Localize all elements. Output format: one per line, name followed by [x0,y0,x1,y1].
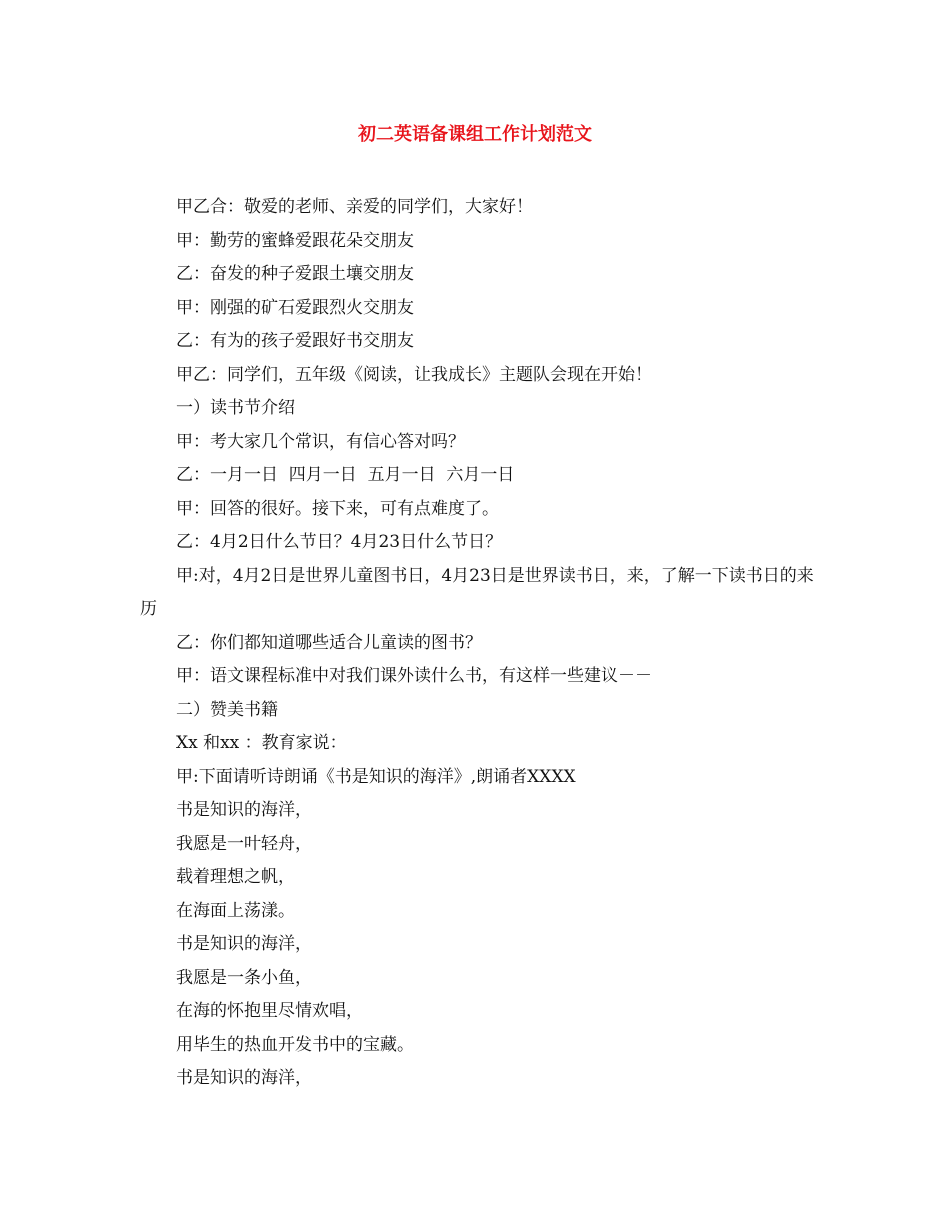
poem-line-7: 在海的怀抱里尽情欢唱， [176,1001,363,1021]
paragraph-11: 乙：4月2日什么节日？4月23日什么节日？ [176,532,503,552]
document-title: 初二英语备课组工作计划范文 [358,124,592,145]
poem-line-4: 在海面上荡漾。 [176,900,295,921]
poem-line-5: 书是知识的海洋， [176,934,312,954]
paragraph-4: 甲：刚强的矿石爱跟烈火交朋友 [176,297,414,318]
paragraph-9: 乙：一月一日 四月一日 五月一日 六月一日 [176,465,515,485]
poem-line-9: 书是知识的海洋， [176,1068,312,1088]
paragraph-13: 乙：你们都知道哪些适合儿童读的图书？ [176,632,482,653]
poem-line-1: 书是知识的海洋， [176,800,312,820]
poem-line-8: 用毕生的热血开发书中的宝藏。 [176,1034,414,1055]
paragraph-17: 甲:下面请听诗朗诵《书是知识的海洋》,朗诵者XXXX [176,766,576,787]
paragraph-6: 甲乙：同学们，五年级《阅读，让我成长》主题队会现在开始！ [176,364,652,385]
paragraph-5: 乙：有为的孩子爱跟好书交朋友 [176,331,414,351]
paragraph-1: 甲乙合：敬爱的老师、亲爱的同学们，大家好！ [176,197,533,217]
paragraph-8: 甲：考大家几个常识，有信心答对吗？ [176,431,465,452]
paragraph-10: 甲：回答的很好。接下来，可有点难度了。 [176,498,499,519]
poem-line-3: 载着理想之帆， [176,867,295,887]
poem-line-2: 我愿是一叶轻舟， [176,833,312,854]
paragraph-3: 乙：奋发的种子爱跟土壤交朋友 [176,264,414,284]
paragraph-16: Xx 和xx ：教育家说： [176,733,347,753]
document-body [140,191,820,1096]
poem-line-6: 我愿是一条小鱼， [176,967,312,988]
paragraph-14: 甲：语文课程标准中对我们课外读什么书，有这样一些建议－－ [176,666,652,686]
paragraph-12: 甲:对，4月2日是世界儿童图书日，4月23日是世界读书日，来，了解一下读书日的来历 [140,565,814,619]
section-heading-1: 一）读书节介绍 [176,398,295,418]
section-heading-2: 二）赞美书籍 [176,699,278,720]
paragraph-2: 甲：勤劳的蜜蜂爱跟花朵交朋友 [176,230,414,251]
